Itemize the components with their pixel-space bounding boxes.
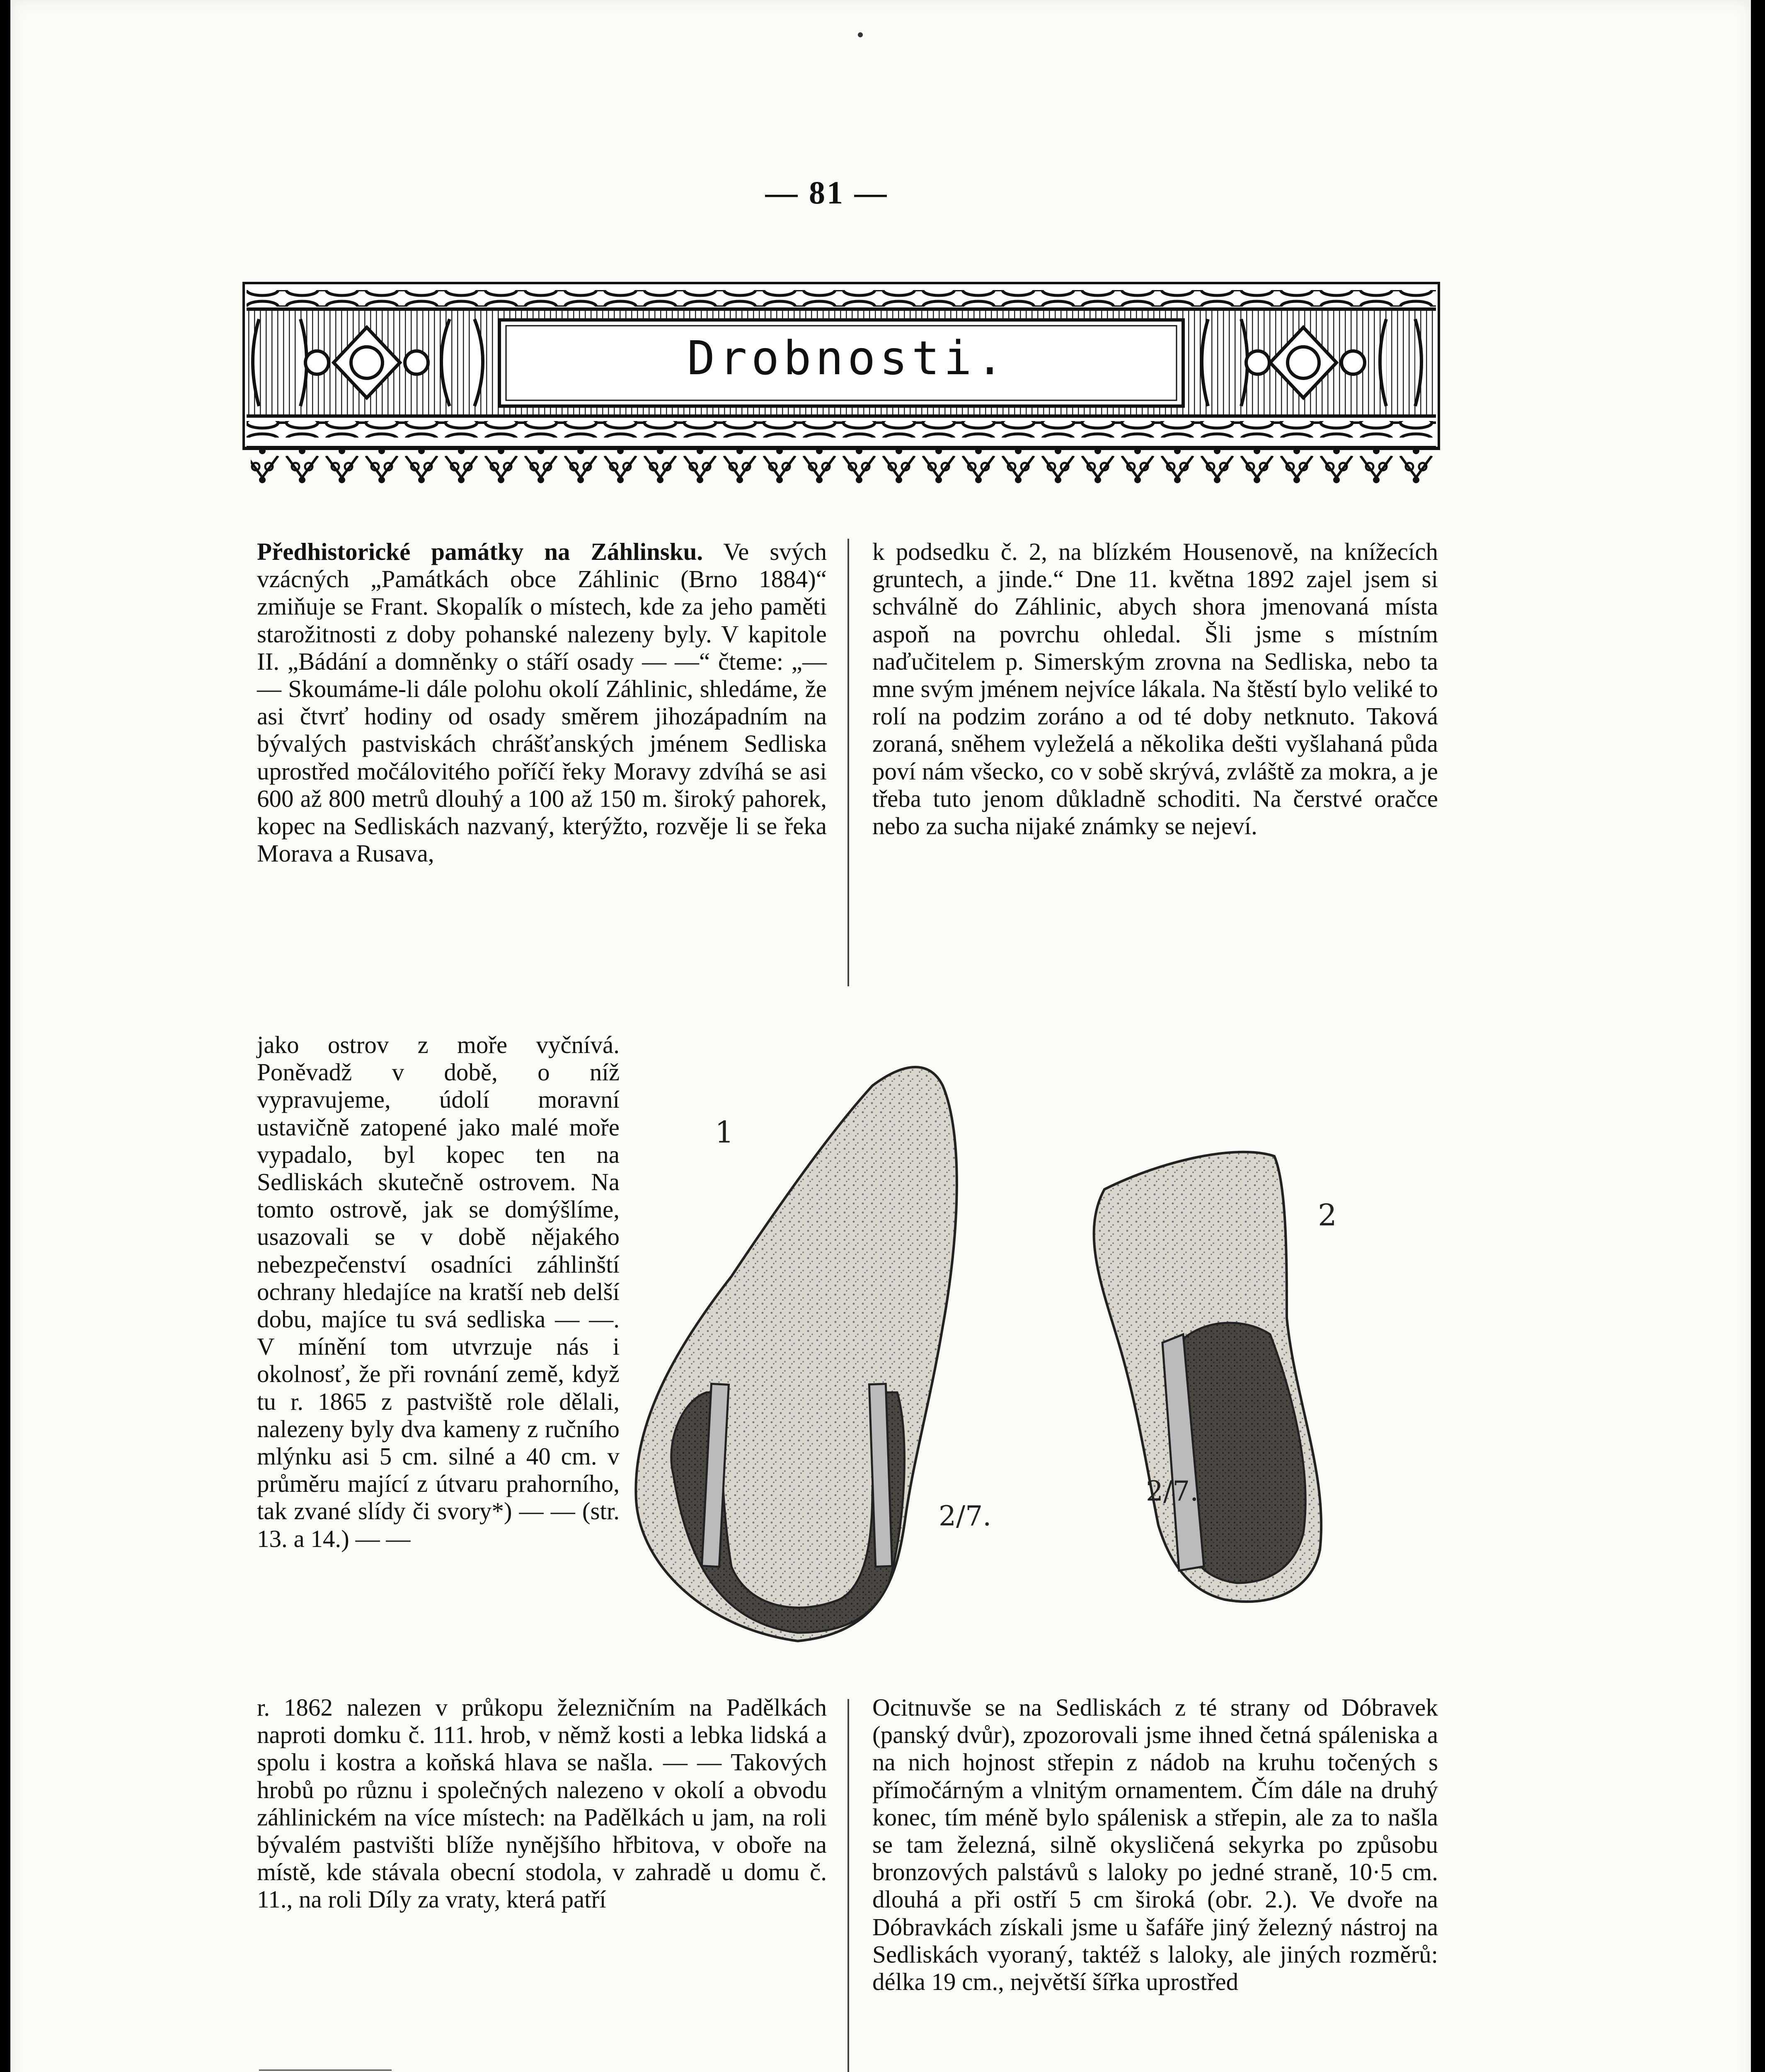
speck (858, 32, 863, 37)
right-top-paragraph: k podsedku č. 2, na blízkém Housenově, na knížecích gruntech, a jinde.“ Dne 11. května 1892 zajel jsem si schválně do Záhlinic, abych shora jmenovaná místa aspoň na povrchu ohledal. Šli jsme s místním naďučitelem p. Simerským zrovna na Sedliska, nebo ta mne svým jménem nejvíce lákala. Na štěstí bylo veliké to rolí na podzim zoráno a od té doby netknuto. Taková zoraná, sněhem vyleželá a několika dešti vyšlahaná půda poví nám všecko, co v sobě skrývá, zvláště za mokra, a je třeba tuto jenom důkladně schoditi. Na čerstvé oračce nebo za sucha nijaké známky se nejeví. (872, 538, 1438, 840)
page-number: — 81 — (765, 174, 889, 211)
artifact-figure (624, 1028, 1436, 1662)
right-column-bottom (872, 1694, 1438, 1995)
artifact-2 (1094, 1152, 1322, 1602)
figure-label-2: 2 (1318, 1198, 1337, 1232)
section-banner (242, 282, 1440, 506)
bottom-right-paragraph: Ocitnuvše se na Sedliskách z té strany od Dóbravek (panský dvůr), zpozorovali jsme ihned četná spáleniska a na nich hojnost střepin z nádob na kruhu točených s přímočárným a vlnitým ornamentem. Čím dále na druhý konec, tím méně bylo spálenisk a střepin, ale za to našla se tam železná, silně okysličená sekyrka po způsobu bronzových palstávů s laloky po jedné straně, 10·5 cm. dlouhá a při ostří 5 cm široká (obr. 2.). Ve dvoře na Dóbravkách získali jsme u šafáře jiný železný nástroj na Sedliskách vyoraný, taktéž s laloky, ale jiných rozměrů: délka 19 cm., největší šířka uprostřed (872, 1694, 1438, 1996)
footnote-rule (259, 2070, 392, 2071)
figure-label-1: 1 (715, 1115, 734, 1150)
bottom-left-paragraph: r. 1862 nalezen v průkopu železničním na Padělkách naproti domku č. 111. hrob, v němž kosti a lebka lidská a spolu i kostra a koňská hlava se našla. — — Takových hrobů po různu i společných nalezeno v okolí a obvodu záhlinickém na více místech: na Padělkách u jam, na roli bývalém pastvišti blíže nynějšího hřbitova, v oboře na místě, kde stávala obecní stodola, v zahradě u domu č. 11., na roli Díly za vraty, která patří (257, 1694, 827, 1913)
narrow-paragraph: jako ostrov z moře vyčnívá. Poněvadž v době, o níž vypravujeme, údolí moravní ustavičně zatopené jako malé moře vypadalo, byl kopec ten na Sedliskách skutečně ostrovem. Na tomto ostrově, jak se domýšlíme, usazovali se v době nějakého nebezpečenství osadníci záhlinští ochrany hledajíce na kratší neb delší dobu, majíce tu svá sedliska — —. V mínění tom utvrzuje nás i okolnosť, že při rovnání země, když tu r. 1865 z pastviště role dělali, nalezeny byly dva kameny z ručního mlýnku asi 5 cm. silné a 40 cm. v průměru mající z útvaru prahorního, tak zvané slídy či svory*) — — (str. 13. a 14.) — — (257, 1031, 620, 1552)
left-column-bottom (257, 1694, 827, 1913)
right-column-top (872, 538, 1438, 840)
left-column-top (257, 538, 827, 867)
article-paragraph (257, 538, 827, 867)
figure-scale-2: 2/7. (1146, 1475, 1199, 1507)
column-divider-top (847, 539, 849, 986)
artifact-1 (636, 1067, 957, 1641)
figure-scale-1: 2/7. (939, 1500, 992, 1532)
article-title: Předhistorické památky na Záhlinsku. (257, 538, 703, 565)
column-divider-bottom (847, 1699, 849, 2072)
left-column-narrow (257, 1031, 620, 1552)
article-text-top: Ve svých vzácných „Památkách obce Záhlinic (Brno 1884)“ zmiňuje se Frant. Skopalík o místech, kde za jeho paměti starožitnosti z doby pohanské nalezeny byly. V kapitole II. „Bádání a domněnky o stáří osady — —“ čteme: „— — Skoumáme-li dále polohu okolí Záhlinic, shledáme, že asi čtvrť hodiny od osady směrem jihozápadním na bývalých pastviskách chrášťanských jménem Sedliska uprostřed močálovitého poříčí řeky Moravy zdvíhá se asi 600 až 800 metrů dlouhý a 100 až 150 m. široký pahorek, kopec na Sedliskách nazvaný, kterýžto, rozvěje li se řeka Morava a Rusava, (257, 538, 827, 867)
section-title: Drobnosti. (687, 332, 1008, 385)
page (10, 0, 1751, 2072)
